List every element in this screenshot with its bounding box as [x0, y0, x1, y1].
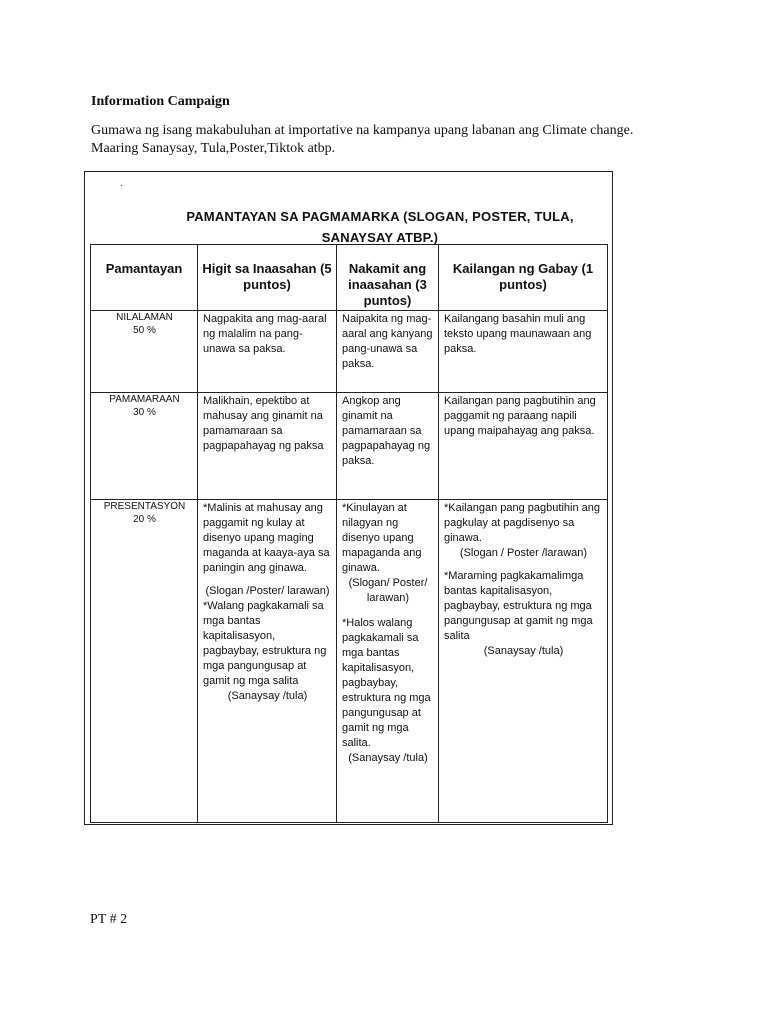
page-footer: PT # 2	[90, 912, 128, 927]
header-pamantayan: Pamantayan	[91, 245, 198, 311]
nakamit-cell	[337, 500, 439, 823]
stray-dot: .	[120, 178, 123, 189]
rubric-title-line-1: PAMANTAYAN SA PAGMAMARKA (SLOGAN, POSTER, TULA,	[186, 209, 574, 224]
rubric-title	[170, 206, 590, 248]
higit-essay-scope: (Sanaysay /tula)	[227, 690, 308, 702]
nakamit-cell: Angkop ang ginamit na pamamaraan sa pagpapahayag ng paksa.	[337, 393, 439, 500]
higit-cell: Nagpakita ang mag-aaral ng malalim na pang-unawa sa paksa.	[198, 311, 337, 393]
criterion-weight: 20 %	[133, 514, 156, 525]
higit-cell: Malikhain, epektibo at mahusay ang ginamit na pamamaraan sa pagpapahayag ng paksa	[198, 393, 337, 500]
header-nakamit: Nakamit ang inaasahan (3 puntos)	[337, 245, 439, 311]
gabay-cell: Kailangang basahin muli ang teksto upang maunawaan ang paksa.	[439, 311, 608, 393]
nakamit-cell: Naipakita ng mag-aaral ang kanyang pang-unawa sa paksa.	[337, 311, 439, 393]
higit-slogan-criteria: *Malinis at mahusay ang paggamit ng kulay at disenyo upang maging maganda at kaaya-aya sa paningin ang ginawa.	[203, 502, 330, 574]
criterion-label: PAMAMARAAN	[109, 394, 180, 405]
criterion-label: PRESENTASYON	[103, 501, 186, 512]
table-row	[91, 500, 608, 823]
header-row	[91, 245, 608, 311]
gabay-essay-criteria: *Maraming pagkakamalimga bantas kapitalisasyon, pagbaybay, estruktura ng mga pangungusap at gamit ng mga salita	[444, 570, 593, 642]
criterion-weight: 30 %	[133, 407, 156, 418]
gabay-cell: Kailangan pang pagbutihin ang paggamit ng paraang napili upang maipahayag ang paksa.	[439, 393, 608, 500]
criterion-cell	[91, 500, 198, 823]
header-gabay: Kailangan ng Gabay (1 puntos)	[439, 245, 608, 311]
rubric-table	[90, 244, 608, 823]
table-row	[91, 311, 608, 393]
table-row	[91, 393, 608, 500]
higit-essay-criteria: *Walang pagkakamali sa mga bantas kapitalisasyon, pagbaybay, estruktura ng mga pangungusap at gamit ng mga salita	[203, 600, 327, 687]
rubric-title-line-2: SANAYSAY ATBP.)	[321, 230, 439, 245]
gabay-essay-scope: (Sanaysay /tula)	[483, 645, 564, 657]
higit-cell	[198, 500, 337, 823]
higit-slogan-scope: (Slogan /Poster/ larawan)	[205, 585, 330, 597]
instructions	[91, 122, 711, 158]
nakamit-essay-scope: (Sanaysay /tula)	[348, 752, 428, 764]
nakamit-slogan-scope: (Slogan/ Poster/ larawan)	[348, 577, 428, 604]
nakamit-essay-criteria: *Halos walang pagkakamali sa mga bantas kapitalisasyon, pagbaybay, estruktura ng mga pangungusap at gamit ng mga salita.	[342, 617, 431, 749]
gabay-slogan-scope: (Slogan / Poster /larawan)	[459, 547, 588, 559]
document-title: Information Campaign	[91, 94, 230, 109]
gabay-cell	[439, 500, 608, 823]
criterion-weight: 50 %	[133, 325, 156, 336]
instruction-line-2: Maaring Sanaysay, Tula,Poster,Tiktok atbp.	[91, 141, 336, 156]
criterion-cell	[91, 311, 198, 393]
criterion-label: NILALAMAN	[116, 312, 173, 323]
header-higit: Higit sa Inaasahan (5 puntos)	[198, 245, 337, 311]
nakamit-slogan-criteria: *Kinulayan at nilagyan ng disenyo upang mapaganda ang ginawa.	[342, 502, 422, 574]
gabay-slogan-criteria: *Kailangan pang pagbutihin ang pagkulay at pagdisenyo sa ginawa.	[444, 502, 600, 544]
criterion-cell	[91, 393, 198, 500]
instruction-line-1: Gumawa ng isang makabuluhan at importative na kampanya upang labanan ang Climate change.	[91, 123, 634, 138]
